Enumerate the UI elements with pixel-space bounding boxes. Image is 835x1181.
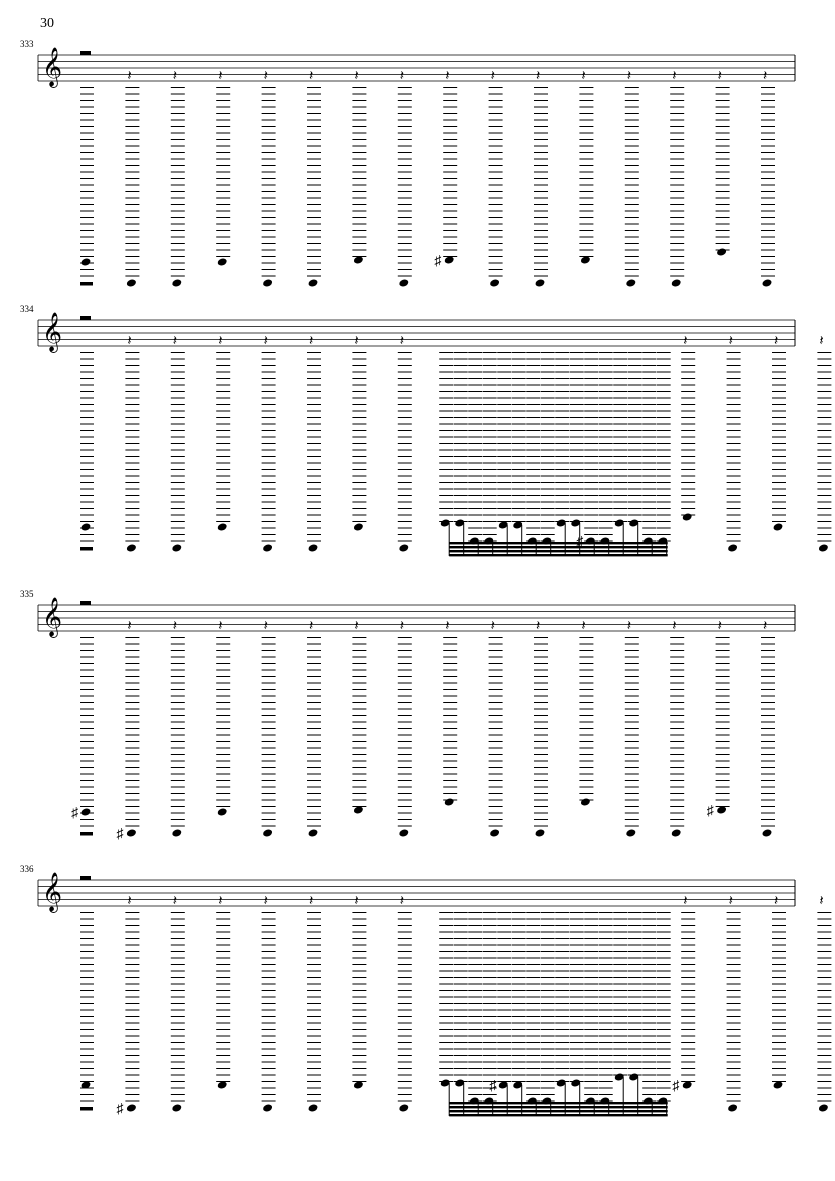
quarter-rest: 𝄽 (354, 893, 359, 909)
sharp-sign: ♯ (116, 1102, 124, 1117)
note-head (81, 807, 92, 816)
note-head (217, 257, 228, 266)
beam (449, 1106, 668, 1108)
note-head (580, 797, 591, 806)
measure-number: 336 (20, 864, 34, 874)
note-head (308, 828, 319, 837)
quarter-rest: 𝄽 (309, 68, 314, 84)
quarter-rest: 𝄽 (819, 333, 824, 349)
quarter-rest: 𝄽 (127, 618, 132, 634)
note-head (126, 543, 137, 552)
sharp-sign: ♯ (672, 1079, 680, 1094)
note-head (262, 828, 273, 837)
treble-clef-icon: 𝄞 (42, 872, 63, 912)
beam (449, 550, 668, 552)
quarter-rest: 𝄽 (490, 68, 495, 84)
quarter-rest: 𝄽 (172, 893, 178, 909)
whole-rest (80, 51, 91, 55)
note-head (716, 247, 727, 256)
note-head (398, 828, 409, 837)
note-head (126, 278, 137, 287)
quarter-rest: 𝄽 (399, 68, 405, 84)
sharp-sign: ♯ (71, 806, 78, 821)
quarter-rest: 𝄽 (536, 68, 541, 84)
quarter-rest: 𝄽 (309, 333, 314, 349)
beam (449, 1102, 668, 1104)
sharp-sign: ♯ (706, 804, 714, 819)
note-head (398, 278, 409, 287)
quarter-rest: 𝄽 (536, 618, 541, 634)
note-head (625, 828, 636, 837)
note-head (444, 797, 455, 806)
quarter-rest: 𝄽 (309, 618, 314, 634)
page-number: 30 (40, 16, 54, 31)
quarter-rest: 𝄽 (172, 68, 178, 84)
note-head (398, 543, 409, 552)
whole-rest (80, 832, 93, 836)
quarter-rest: 𝄽 (728, 893, 733, 909)
note-head (171, 278, 182, 287)
whole-rest (80, 876, 91, 880)
quarter-rest: 𝄽 (127, 893, 132, 909)
note-head (625, 278, 636, 287)
note-head (671, 828, 682, 837)
note-head (126, 828, 137, 837)
quarter-rest: 𝄽 (172, 333, 178, 349)
quarter-rest: 𝄽 (672, 68, 677, 84)
note-head (818, 1103, 829, 1112)
quarter-rest: 𝄽 (672, 618, 677, 634)
note-head (171, 543, 182, 552)
note-head (217, 807, 228, 816)
note-head (217, 522, 228, 531)
quarter-rest: 𝄽 (581, 618, 586, 634)
quarter-rest: 𝄽 (774, 893, 779, 909)
note-head (773, 522, 784, 531)
treble-clef-icon: 𝄞 (42, 47, 63, 87)
note-head (727, 543, 738, 552)
quarter-rest: 𝄽 (309, 893, 314, 909)
treble-clef-icon: 𝄞 (42, 312, 63, 352)
quarter-rest: 𝄽 (445, 68, 450, 84)
quarter-rest: 𝄽 (127, 333, 132, 349)
note-head (308, 1103, 319, 1112)
quarter-rest: 𝄽 (218, 893, 223, 909)
note-head (308, 543, 319, 552)
note-head (762, 278, 773, 287)
sharp-sign: ♯ (434, 254, 442, 269)
measure-number: 334 (20, 304, 34, 314)
quarter-rest: 𝄽 (683, 333, 688, 349)
quarter-rest: 𝄽 (626, 68, 632, 84)
system-336 (20, 864, 831, 1117)
quarter-rest: 𝄽 (127, 68, 132, 84)
quarter-rest: 𝄽 (819, 893, 824, 909)
measure-number: 333 (20, 39, 34, 49)
quarter-rest: 𝄽 (399, 893, 405, 909)
sharp-sign: ♯ (116, 827, 124, 842)
note-head (262, 1103, 273, 1112)
quarter-rest: 𝄽 (354, 618, 359, 634)
quarter-rest: 𝄽 (399, 333, 405, 349)
beam (449, 1114, 668, 1116)
quarter-rest: 𝄽 (717, 618, 722, 634)
quarter-rest: 𝄽 (354, 333, 359, 349)
sharp-sign: ♯ (489, 1079, 497, 1094)
whole-rest (80, 282, 93, 286)
system-334 (20, 304, 831, 556)
whole-rest (80, 547, 93, 551)
quarter-rest: 𝄽 (354, 68, 359, 84)
note-head (489, 278, 500, 287)
note-head (489, 828, 500, 837)
note-head (727, 1103, 738, 1112)
note-head (398, 1103, 409, 1112)
system-333 (20, 39, 795, 288)
note-head (762, 828, 773, 837)
note-head (535, 828, 546, 837)
whole-rest (80, 316, 91, 320)
beam (449, 554, 668, 556)
note-head (171, 1103, 182, 1112)
note-head (171, 828, 182, 837)
quarter-rest: 𝄽 (263, 893, 268, 909)
note-head (126, 1103, 137, 1112)
quarter-rest: 𝄽 (774, 333, 779, 349)
beam (449, 542, 668, 544)
quarter-rest: 𝄽 (581, 68, 586, 84)
quarter-rest: 𝄽 (218, 333, 223, 349)
beam (449, 546, 668, 548)
note-head (308, 278, 319, 287)
note-head (535, 278, 546, 287)
quarter-rest: 𝄽 (263, 618, 268, 634)
quarter-rest: 𝄽 (763, 618, 768, 634)
note-head (81, 522, 92, 531)
quarter-rest: 𝄽 (445, 618, 450, 634)
quarter-rest: 𝄽 (172, 618, 178, 634)
quarter-rest: 𝄽 (626, 618, 632, 634)
quarter-rest: 𝄽 (490, 618, 495, 634)
note-head (671, 278, 682, 287)
quarter-rest: 𝄽 (683, 893, 688, 909)
note-head (682, 512, 693, 521)
measure-number: 335 (20, 589, 34, 599)
quarter-rest: 𝄽 (263, 333, 268, 349)
beam (449, 1110, 668, 1112)
note-head (262, 543, 273, 552)
note-head (81, 257, 92, 266)
quarter-rest: 𝄽 (717, 68, 722, 84)
whole-rest (80, 1107, 93, 1111)
system-335 (20, 589, 795, 842)
treble-clef-icon: 𝄞 (42, 597, 63, 637)
whole-rest (80, 601, 91, 605)
quarter-rest: 𝄽 (218, 68, 223, 84)
note-head (353, 522, 364, 531)
note-head (818, 543, 829, 552)
note-head (262, 278, 273, 287)
quarter-rest: 𝄽 (763, 68, 768, 84)
quarter-rest: 𝄽 (728, 333, 733, 349)
quarter-rest: 𝄽 (263, 68, 268, 84)
quarter-rest: 𝄽 (218, 618, 223, 634)
quarter-rest: 𝄽 (399, 618, 405, 634)
